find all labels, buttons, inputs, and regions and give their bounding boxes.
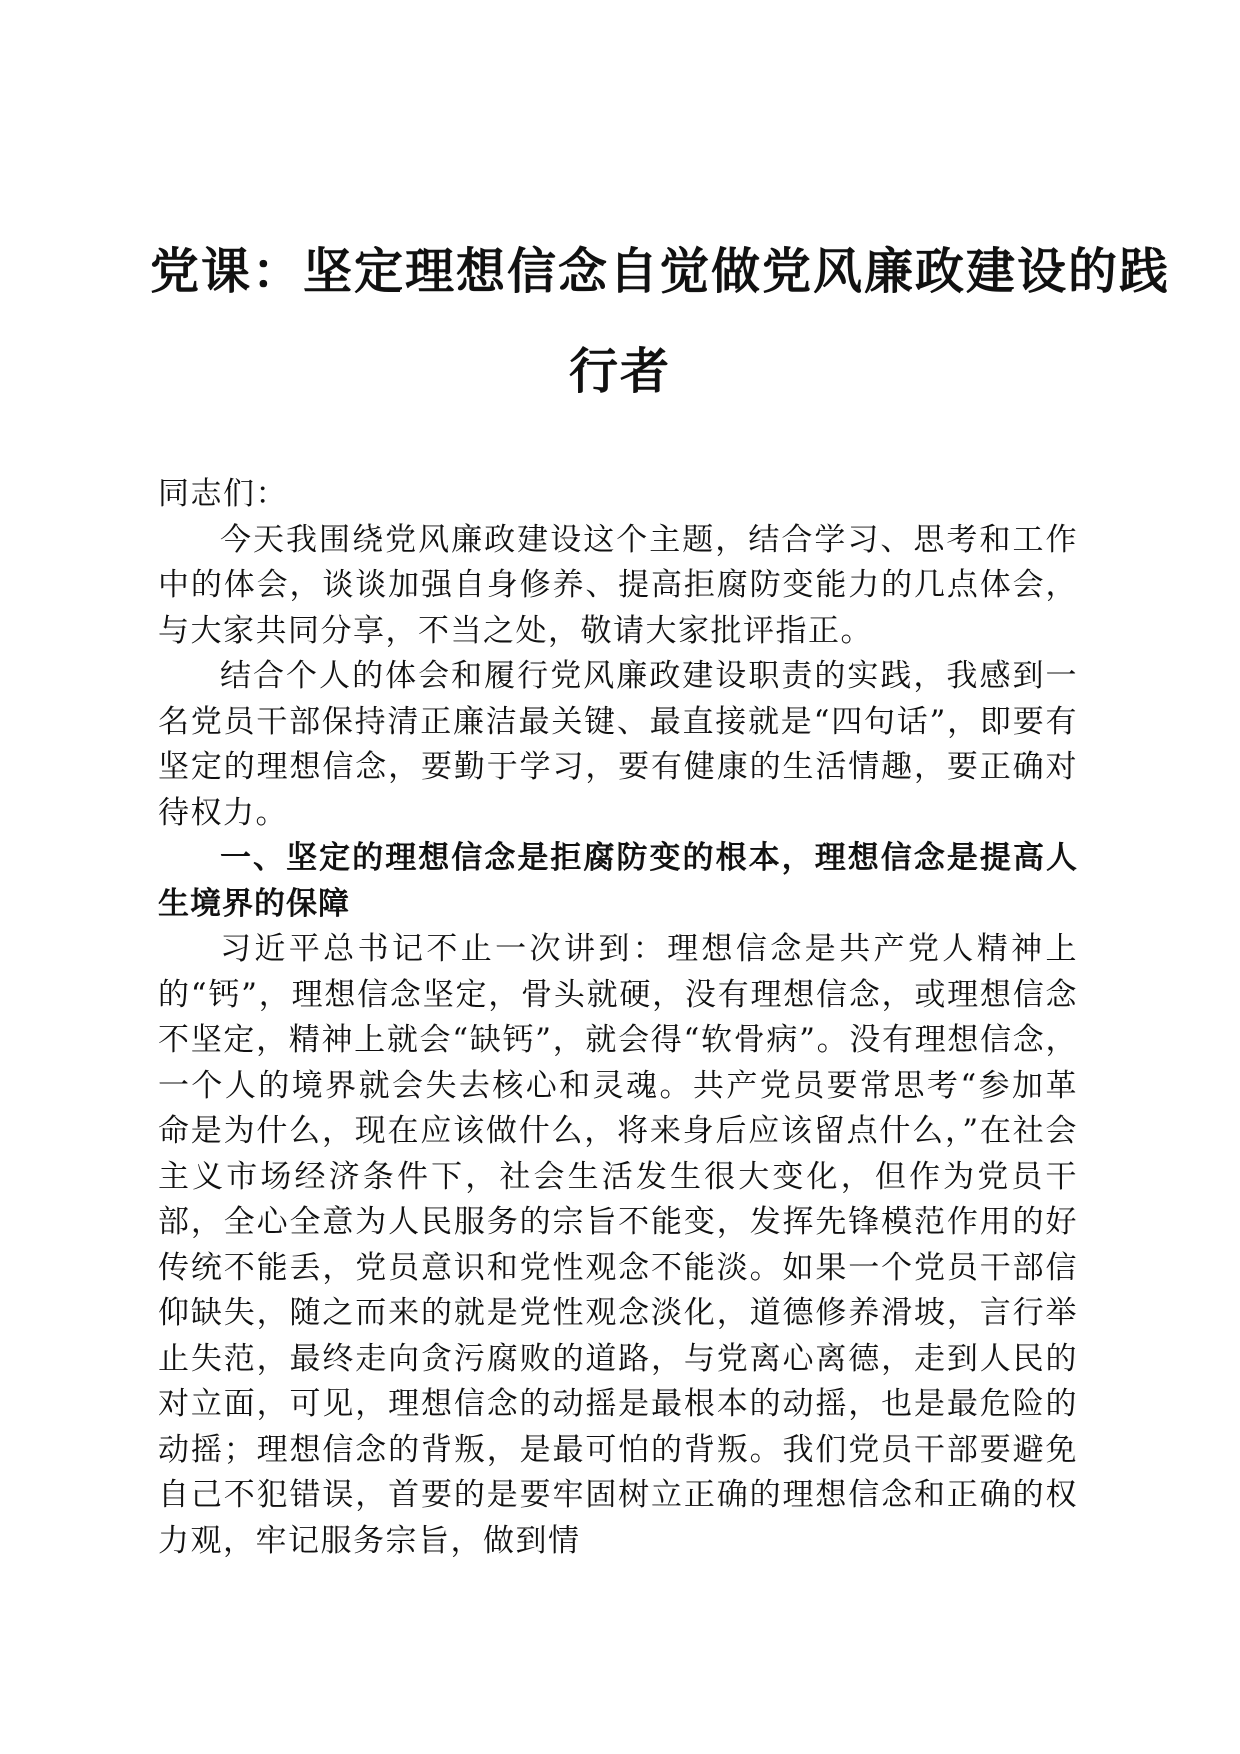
paragraph-intro: 今天我围绕党风廉政建设这个主题，结合学习、思考和工作中的体会，谈谈加强自身修养、提高拒腐防变能力的几点体会，与大家共同分享，不当之处，敬请大家批评指正。 xyxy=(158,521,1078,649)
document-title-line-2: 行者 xyxy=(568,343,671,400)
document-title xyxy=(150,222,1171,422)
section-heading-1: 一、坚定的理想信念是拒腐防变的根本，理想信念是提高人生境界的保障 xyxy=(158,840,1078,922)
document-title-line-1: 党课：坚定理想信念自觉做党风廉政建设的践 xyxy=(150,243,1171,300)
section-1-paragraph: 习近平总书记不止一次讲到：理想信念是共产党人精神上的“钙”，理想信念坚定，骨头就硬，没有理想信念，或理想信念不坚定，精神上就会“缺钙”，就会得“软骨病”。没有理想信念，一个人的境界就会失去核心和灵魂。共产党员要常思考“参加革命是为什么，现在应该做什么，将来身后应该留点什么，”在社会主义市场经济条件下，社会生活发生很大变化，但作为党员干部，全心全意为人民服务的宗旨不能变，发挥先锋模范作用的好传统不能丢，党员意识和党性观念不能淡。如果一个党员干部信仰缺失，随之而来的就是党性观念淡化，道德修养滑坡，言行举止失范，最终走向贪污腐败的道路，与党离心离德，走到人民的对立面，可见，理想信念的动摇是最根本的动摇，也是最危险的动摇；理想信念的背叛，是最可怕的背叛。我们党员干部要避免自己不犯错误，首要的是要牢固树立正确的理想信念和正确的权力观，牢记服务宗旨，做到情 xyxy=(158,931,1078,1559)
document-body xyxy=(158,472,1078,1564)
salutation: 同志们： xyxy=(158,476,288,512)
paragraph-four-points: 结合个人的体会和履行党风廉政建设职责的实践，我感到一名党员干部保持清正廉洁最关键、最直接就是“四句话”，即要有坚定的理想信念，要勤于学习，要有健康的生活情趣，要正确对待权力。 xyxy=(158,658,1078,831)
